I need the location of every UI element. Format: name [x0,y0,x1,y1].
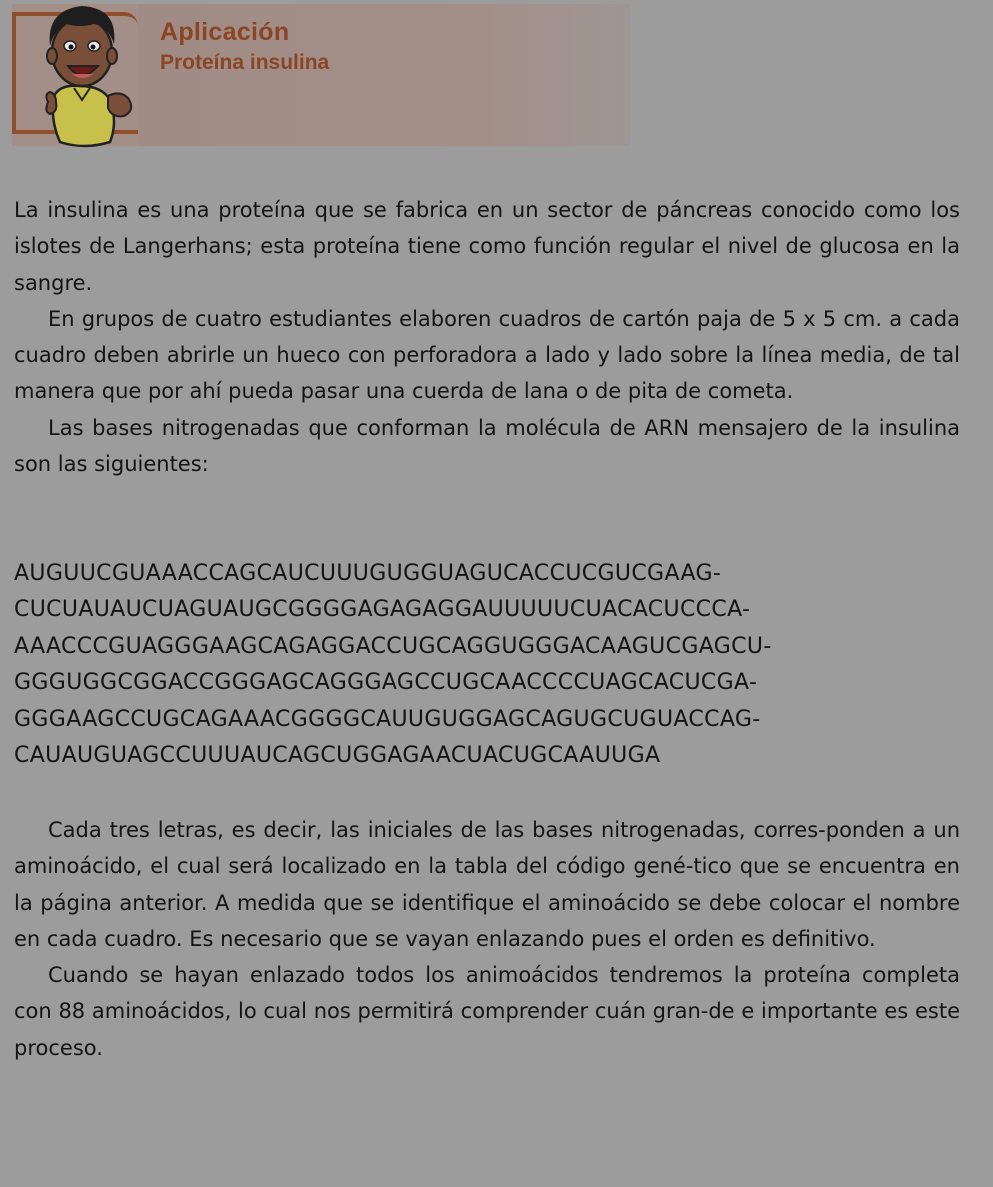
instructions-paragraph-1: Cada tres letras, es decir, las iniciales de las bases nitrogenadas, corres-ponden a un aminoácido, el cual será localizado en la tabla del código gené-tico que se encuentra en la página anterior. A medida que se identifique el aminoácido se debe colocar el nombre en cada cuadro. Es necesario que se vayan enlazando pues el orden es definitivo. [14,818,960,951]
sequence-line: GGGAAGCCUGCAGAAACGGGGCAUUGUGGAGCAGUGCUGUACCAG- [14,706,761,732]
sequence-line: AUGUUCGUAAACCAGCAUCUUUGUGGUAGUCACCUCGUCGAAG- [14,561,722,586]
section-title: Aplicación [160,18,290,46]
boy-mascot-icon [24,0,144,150]
intro-paragraph-1: La insulina es una proteína que se fabrica en un sector de páncreas conocido como los islotes de Langerhans; esta proteína tiene como función regular el nivel de glucosa en la sangre. [14,198,960,295]
intro-text [14,192,960,482]
sequence-line: CUCUAUAUCUAGUAUGCGGGGAGAGAGGAUUUUUCUACACUCCCA- [14,597,751,623]
instructions-text [14,812,960,1066]
mrna-sequence [14,556,974,774]
instructions-paragraph-2: Cuando se hayan enlazado todos los animoácidos tendremos la proteína completa con 88 aminoácidos, lo cual nos permitirá comprender cuán gran-de e importante es este proceso. [14,963,960,1060]
sequence-line: CAUAUGUAGCCUUUAUCAGCUGGAGAACUACUGCAAUUGA [14,743,661,769]
section-subtitle: Proteína insulina [160,51,330,74]
sequence-line: GGGUGGCGGACCGGGAGCAGGGAGCCUGCAACCCCUAGCACUCGA- [14,670,758,696]
intro-paragraph-3: Las bases nitrogenadas que conforman la molécula de ARN mensajero de la insulina son las siguientes: [14,415,960,477]
sequence-line: AAACCCGUAGGGAAGCAGAGGACCUGCAGGUGGGACAAGUCGAGCU- [14,633,772,659]
intro-paragraph-2: En grupos de cuatro estudiantes elaboren cuadros de cartón paja de 5 x 5 cm. a cada cuadro deben abrirle un hueco con perforadora a lado y lado sobre la línea media, de tal manera que por ahí pueda pasar una cuerda de lana o de pita de cometa. [14,306,960,404]
